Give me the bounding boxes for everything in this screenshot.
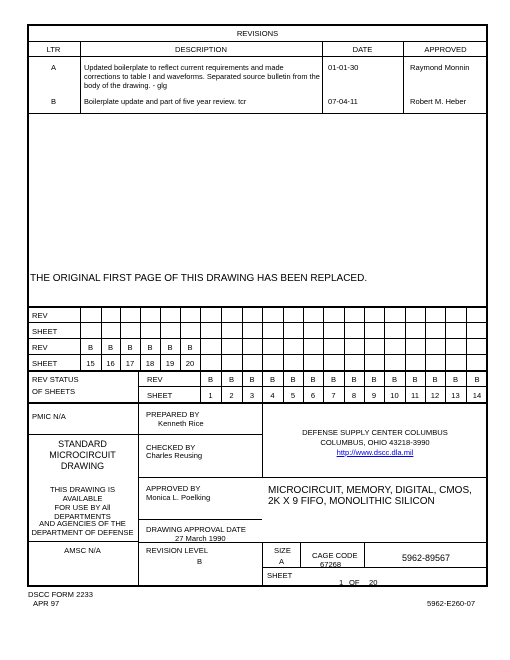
approved-label: APPROVED BY [146,484,201,493]
sheet-number: 10 [390,391,399,400]
divider [27,113,488,114]
col-divider [323,306,324,370]
divider [27,41,488,42]
sheet-label: SHEET [32,327,58,336]
col-divider [445,306,446,370]
availability-text: THIS DRAWING IS [49,485,116,494]
sheet-number: 6 [310,391,316,400]
divider [27,322,488,323]
col-divider [300,542,301,567]
sheet-label: SHEET [147,391,173,400]
divider [27,402,488,404]
col-divider [138,370,139,402]
sheet-number: 19 [165,359,175,368]
divider [27,306,488,308]
sheet-number: 5 [290,391,296,400]
availability-text: DEPARTMENT OF DEFENSE [31,528,134,537]
sheet-number: 1 [208,391,213,400]
col-divider [344,306,345,370]
divider [138,519,262,520]
col-divider [242,306,243,370]
sheet-number: 8 [351,391,357,400]
col-divider [221,306,222,370]
sheet-number: 9 [371,391,377,400]
drawing-title: MICROCIRCUIT, MEMORY, DIGITAL, CMOS, [268,485,472,496]
cage-label: CAGE CODE [312,551,358,560]
divider [27,56,488,57]
revision-ltr: A [50,63,57,72]
sheet-number: 2 [229,391,234,400]
rev-status-value: B [371,375,377,384]
rev-status-value: B [432,375,438,384]
revision-description: Updated boilerplate to reflect current requirements and made corrections to table I and waveforms. Separated source bulletin from the body of the drawing. - glg [84,63,320,90]
approval-date-label: DRAWING APPROVAL DATE [146,525,246,534]
rev-status-value: B [412,375,418,384]
document-code: 5962-E260-07 [427,599,476,608]
rev-status-value: B [474,375,480,384]
sheet-number: 16 [106,359,115,368]
prepared-label: PREPARED BY [146,410,200,419]
col-divider [80,41,81,114]
divider [27,541,138,542]
sheet-number: 13 [451,391,460,400]
size-label: SIZE [274,546,291,555]
sheet-number: 18 [145,359,155,368]
col-divider [364,306,365,370]
sheet-of: OF [349,578,360,587]
sheet-number: 12 [430,391,440,400]
sheet-number: 20 [185,359,195,368]
form-date: APR 97 [33,599,60,608]
col-divider [405,306,406,370]
rev-value: B [127,343,133,352]
rev-status-value: B [269,375,276,384]
prepared-name: Kenneth Rice [158,419,204,428]
drawing-title: 2K X 9 FIFO, MONOLITHIC SILICON [268,496,435,507]
rev-status-value: B [452,375,459,384]
sheet-number: 11 [411,391,419,400]
rev-status-value: B [207,375,214,384]
standard-label: STANDARD [58,439,107,449]
cage-value: 67268 [320,560,342,569]
col-divider [138,402,139,587]
header-ltr: LTR [46,45,61,54]
col-divider [466,306,467,370]
col-divider [425,306,426,370]
rev-status-label: REV STATUS [32,375,79,384]
agency-name: DEFENSE SUPPLY CENTER COLUMBUS [302,428,448,437]
sheet-number: 1 [339,578,344,587]
sheet-total: 20 [369,578,378,587]
rev-label: REV [32,311,48,320]
divider [262,567,488,568]
divider [138,386,488,387]
col-divider [303,306,304,370]
rev-status-value: B [330,375,337,384]
availability-text: AVAILABLE [62,494,103,503]
pmic-label: PMIC N/A [32,412,66,421]
standard-label: MICROCIRCUIT [49,450,116,460]
revision-level-label: REVISION LEVEL [146,546,209,555]
rev-status-value: B [290,375,296,384]
revision-description: Boilerplate update and part of five year review. tcr [84,97,247,106]
rev-value: B [147,343,153,352]
agency-address: COLUMBUS, OHIO 43218-3990 [320,438,430,447]
rev-status-value: B [310,375,316,384]
revision-date: 07-04-11 [328,97,358,106]
sheet-label: SHEET [267,571,293,580]
col-divider [262,542,263,587]
rev-status-value: B [391,375,398,384]
agency-url-link[interactable]: http://www.dscc.dla.mil [336,448,414,457]
checked-name: Charles Reusing [146,451,203,460]
availability-text: AND AGENCIES OF THE [39,519,126,528]
sheet-number: 3 [249,391,255,400]
approval-date: 27 March 1990 [175,534,226,543]
revision-level: B [197,557,203,566]
col-divider [403,41,404,114]
revision-approver: Raymond Monnin [410,63,470,72]
rev-status-label: OF SHEETS [32,387,76,396]
divider [27,370,488,372]
col-divider [283,306,284,370]
rev-value: B [107,343,114,352]
standard-label: DRAWING [60,461,105,471]
rev-label: REV [147,375,163,384]
col-divider [262,306,263,370]
rev-label: REV [32,343,48,352]
rev-value: B [167,343,173,352]
sheet-label: SHEET [32,359,58,368]
size-value: A [279,557,285,566]
divider [138,477,488,478]
rev-status-value: B [351,375,357,384]
sheet-number: 17 [125,359,135,368]
revisions-title: REVISIONS [236,29,279,38]
divider [27,434,262,435]
header-approved: APPROVED [424,45,467,54]
col-divider [200,306,201,370]
header-description: DESCRIPTION [175,45,227,54]
col-divider [384,306,385,370]
replaced-notice: THE ORIGINAL FIRST PAGE OF THIS DRAWING HAS BEEN REPLACED. [30,273,368,284]
header-date: DATE [352,45,373,54]
divider [27,354,488,355]
availability-text: DEPARTMENTS [54,512,111,521]
revision-approver: Robert M. Heber [410,97,467,106]
rev-status-value: B [228,375,235,384]
rev-value: B [87,343,94,352]
rev-status-value: B [249,375,255,384]
availability-text: FOR USE BY All [54,503,111,512]
revision-date: 01-01-30 [328,63,359,72]
checked-label: CHECKED BY [146,443,196,452]
rev-value: B [187,343,193,352]
sheet-number: 15 [86,359,95,368]
drawing-number: 5962-89567 [401,553,451,563]
sheet-number: 4 [270,391,275,400]
approved-name: Monica L. Poelking [146,493,211,502]
sheet-number: 7 [331,391,336,400]
sheet-number: 14 [472,391,482,400]
col-divider [322,41,323,114]
form-number: DSCC FORM 2233 [28,590,93,599]
divider [27,338,488,339]
revision-ltr: B [50,97,57,106]
amsc-label: AMSC N/A [64,546,101,555]
